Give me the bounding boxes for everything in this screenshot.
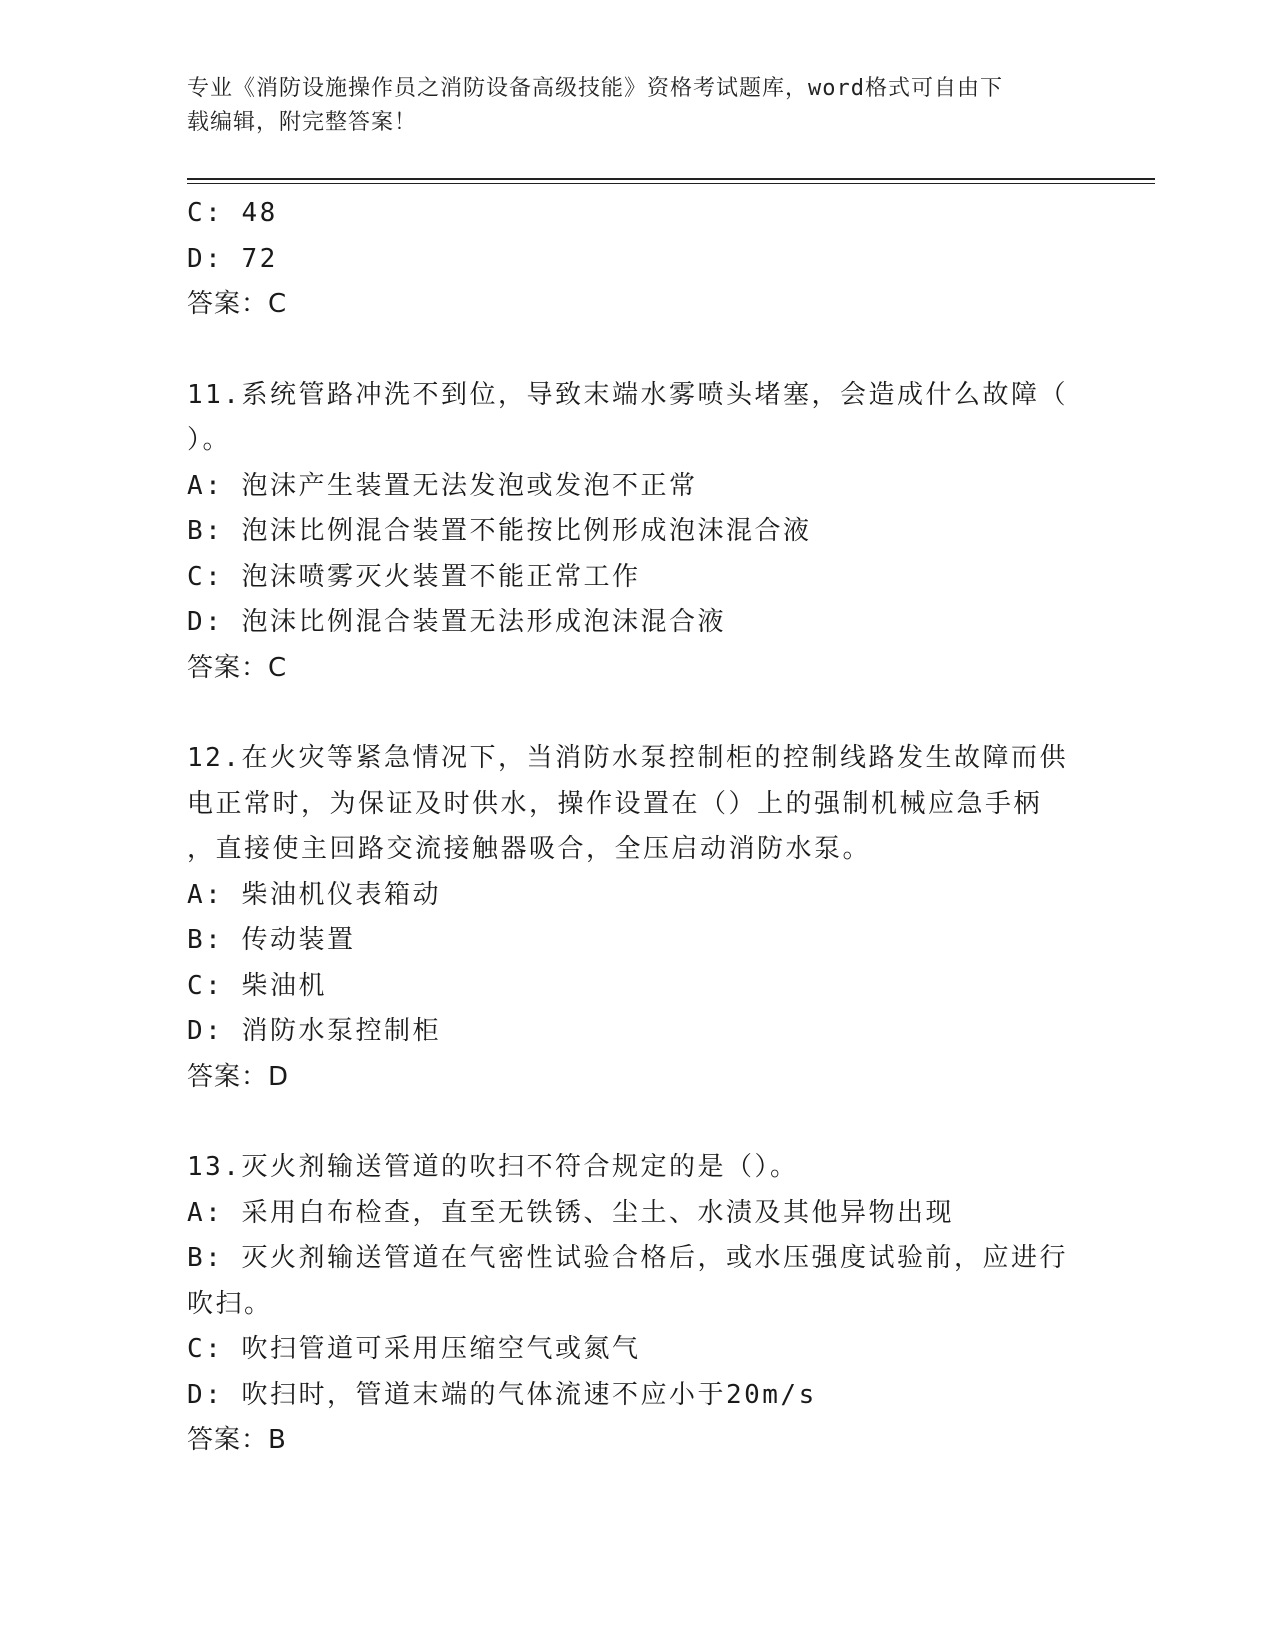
option-line: C: 吹扫管道可采用压缩空气或氮气 xyxy=(187,1334,641,1364)
option-line: D: 72 xyxy=(187,243,278,274)
header-divider-thin xyxy=(187,183,1155,184)
option-line: D: 吹扫时，管道末端的气体流速不应小于20m/s xyxy=(187,1379,817,1410)
answer-line: 答案：D xyxy=(187,1061,290,1092)
question-title-line: 13.灭火剂输送管道的吹扫不符合规定的是（）。 xyxy=(187,1152,799,1182)
question-title-line: 12.在火灾等紧急情况下，当消防水泵控制柜的控制线路发生故障而供 xyxy=(187,743,1068,773)
question-title-line: 电正常时，为保证及时供水，操作设置在（）上的强制机械应急手柄 xyxy=(187,788,1043,819)
option-line: D: 消防水泵控制柜 xyxy=(187,1016,441,1046)
answer-line: 答案：B xyxy=(187,1425,287,1455)
prev-question-block xyxy=(187,191,1087,328)
question-11 xyxy=(187,373,1087,692)
header-divider-thick xyxy=(187,178,1155,180)
document-body xyxy=(187,191,1087,1509)
option-line: B: 灭火剂输送管道在气密性试验合格后，或水压强度试验前，应进行 xyxy=(187,1243,1068,1273)
question-12 xyxy=(187,736,1087,1100)
document-header xyxy=(187,72,1067,140)
option-line: A: 采用白布检查，直至无铁锈、尘土、水渍及其他异物出现 xyxy=(187,1197,954,1228)
option-line: C: 柴油机 xyxy=(187,970,327,1001)
option-line: B: 传动装置 xyxy=(187,925,356,955)
option-line: C: 48 xyxy=(187,198,278,228)
question-13 xyxy=(187,1145,1087,1464)
question-title-line: ）。 xyxy=(187,425,232,455)
header-line-2: 载编辑，附完整答案！ xyxy=(187,110,418,135)
header-line-1: 专业《消防设施操作员之消防设备高级技能》资格考试题库，word格式可自由下 xyxy=(187,76,1003,101)
option-line: B: 泡沫比例混合装置不能按比例形成泡沫混合液 xyxy=(187,516,812,546)
option-line: D: 泡沫比例混合装置无法形成泡沫混合液 xyxy=(187,607,726,637)
question-title-line: ，直接使主回路交流接触器吸合，全压启动消防水泵。 xyxy=(187,834,872,864)
option-line: C: 泡沫喷雾灭火装置不能正常工作 xyxy=(187,561,641,592)
option-line: A: 泡沫产生装置无法发泡或发泡不正常 xyxy=(187,470,698,501)
answer-line: 答案：C xyxy=(187,289,288,319)
answer-line: 答案：C xyxy=(187,652,288,683)
option-line: A: 柴油机仪表箱动 xyxy=(187,879,441,910)
question-title-line: 11.系统管路冲洗不到位，导致末端水雾喷头堵塞，会造成什么故障（ xyxy=(187,379,1068,410)
option-line: 吹扫。 xyxy=(187,1288,273,1319)
